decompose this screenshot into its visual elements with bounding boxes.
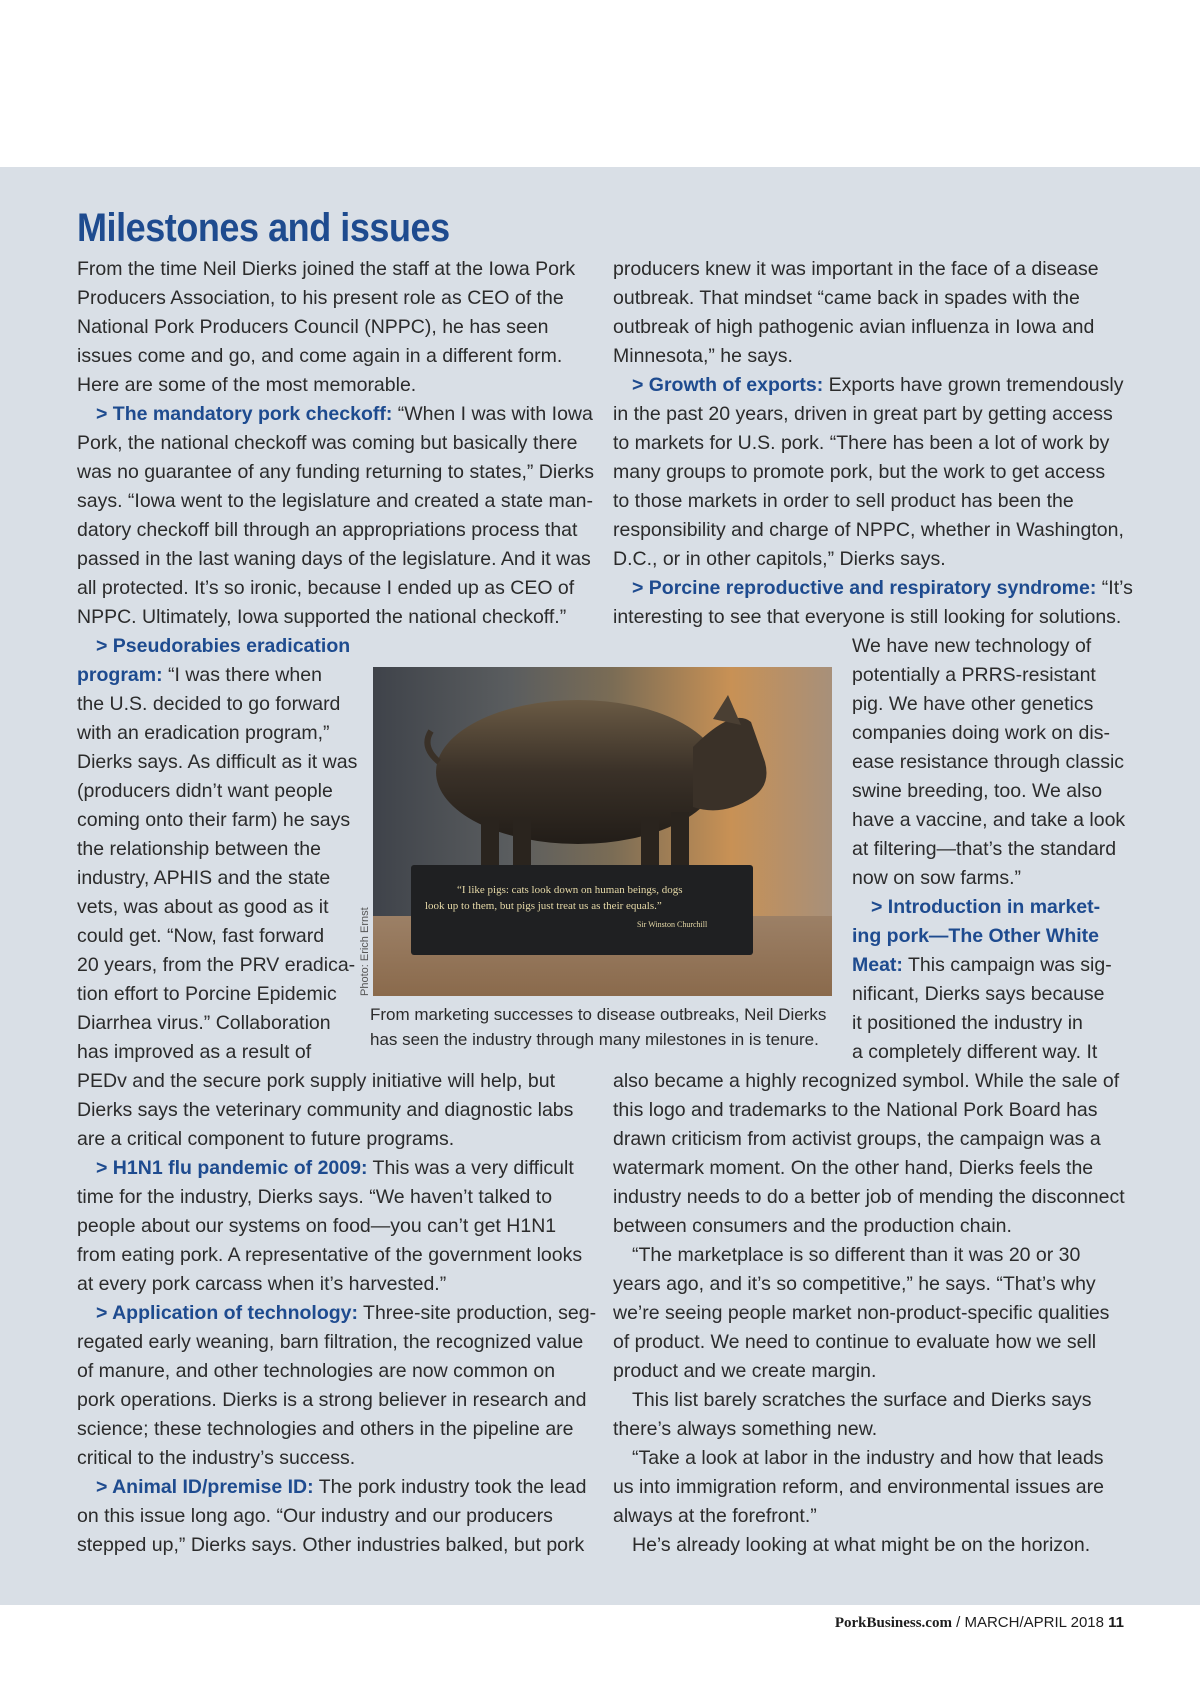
pig-statue-illustration <box>373 667 832 996</box>
text-run: Exports have grown tremendously <box>823 374 1124 396</box>
text-line: has improved as a result of <box>77 1041 312 1063</box>
text-line: outbreak of high pathogenic avian influenza in Iowa and <box>613 316 1095 338</box>
text-line: (producers didn’t want people <box>77 780 333 802</box>
subhead-technology: > Application of technology: <box>96 1302 358 1324</box>
subhead-pseudorabies-cont: program: <box>77 664 163 686</box>
text-line: between consumers and the production chain. <box>613 1215 1012 1237</box>
subhead-prrs: > Porcine reproductive and respiratory syndrome: <box>632 577 1097 599</box>
plaque-quote-line-2: look up to them, but pigs just treat us as their equals.” <box>425 900 662 912</box>
paragraph-start <box>77 1154 596 1183</box>
text-line: in the past 20 years, driven in great part by getting access <box>613 403 1113 425</box>
text-line: Diarrhea virus.” Collaboration <box>77 1012 331 1034</box>
text-run: The pork industry took the lead <box>313 1476 587 1498</box>
pig-head <box>693 718 767 810</box>
text-line: pig. We have other genetics <box>852 693 1094 715</box>
text-line: tion effort to Porcine Epidemic <box>77 983 337 1005</box>
text-run: This campaign was sig- <box>902 954 1112 976</box>
text-line: critical to the industry’s success. <box>77 1447 356 1469</box>
text-line: many groups to promote pork, but the work to get access <box>613 461 1106 483</box>
text-line: industry, APHIS and the state <box>77 867 331 889</box>
text-line: was no guarantee of any funding returning to states,” Dierks <box>77 461 595 483</box>
subhead-animal-id: > Animal ID/premise ID: <box>96 1476 314 1498</box>
text-line: 20 years, from the PRV eradica- <box>77 954 356 976</box>
footer-separator: / <box>951 1614 965 1631</box>
plaque-author: Sir Winston Churchill <box>637 920 708 929</box>
text-line: all protected. It’s so ironic, because I ended up as CEO of <box>77 577 575 599</box>
page-number: 11 <box>1108 1614 1124 1631</box>
text-line: producers knew it was important in the face of a disease <box>613 258 1099 280</box>
pig-leg <box>513 817 531 869</box>
text-line: the U.S. decided to go forward <box>77 693 341 715</box>
subhead-exports: > Growth of exports: <box>632 374 824 396</box>
text-line: it positioned the industry in <box>852 1012 1083 1034</box>
text-line: passed in the last waning days of the legislature. And it was <box>77 548 591 570</box>
text-line: are a critical component to future programs. <box>77 1128 455 1150</box>
text-line: time for the industry, Dierks says. “We haven’t talked to <box>77 1186 553 1208</box>
text-line: us into immigration reform, and environmental issues are <box>613 1476 1104 1498</box>
plaque-quote-line-1: “I like pigs: cats look down on human beings, dogs <box>457 884 683 896</box>
subhead-white-meat: > Introduction in market- <box>871 896 1101 918</box>
text-run: This was a very difficult <box>367 1157 574 1179</box>
caption-line: has seen the industry through many milestones in is tenure. <box>370 1030 819 1049</box>
text-line: NPPC. Ultimately, Iowa supported the national checkoff.” <box>77 606 567 628</box>
text-line: outbreak. That mindset “came back in spades with the <box>613 287 1080 309</box>
photo-credit-text: Photo: Erich Ernst <box>359 907 371 996</box>
pig-tail <box>427 731 439 762</box>
text-line: vets, was about as good as it <box>77 896 329 918</box>
text-run: “I was there when <box>162 664 322 686</box>
text-line: Dierks says the veterinary community and diagnostic labs <box>77 1099 574 1121</box>
text-line: This list barely scratches the surface and Dierks says <box>632 1389 1092 1411</box>
text-line: we’re seeing people market non-product-specific qualities <box>613 1302 1110 1324</box>
text-line: He’s already looking at what might be on the horizon. <box>632 1534 1091 1556</box>
page-footer <box>835 1614 1124 1632</box>
text-line: Minnesota,” he says. <box>613 345 793 367</box>
text-line: people about our systems on food—you can’t get H1N1 <box>77 1215 557 1237</box>
text-line: years ago, and it’s so competitive,” he says. “That’s why <box>613 1273 1096 1295</box>
text-line: responsibility and charge of NPPC, whether in Washington, <box>613 519 1124 541</box>
pig-leg <box>671 812 689 867</box>
text-line: to markets for U.S. pork. “There has been a lot of work by <box>613 432 1110 454</box>
footer-site: PorkBusiness.com <box>834 1615 952 1631</box>
paragraph-start <box>77 1473 596 1502</box>
text-line: product and we create margin. <box>613 1360 877 1382</box>
text-run: Three-site production, seg- <box>357 1302 597 1324</box>
pig-statue-photo <box>373 667 832 996</box>
text-line: “The marketplace is so different than it was 20 or 30 <box>632 1244 1081 1266</box>
text-line: pork operations. Dierks is a strong believer in research and <box>77 1389 587 1411</box>
text-line: at every pork carcass when it’s harvested.” <box>77 1273 447 1295</box>
subhead-pseudorabies: > Pseudorabies eradication <box>96 635 351 657</box>
paragraph-start <box>77 400 596 429</box>
text-line: Here are some of the most memorable. <box>77 374 417 396</box>
text-line: swine breeding, too. We also <box>852 780 1103 802</box>
text-line: Producers Association, to his present role as CEO of the <box>77 287 564 309</box>
text-line: issues come and go, and come again in a different form. <box>77 345 563 367</box>
text-line: with an eradication program,” <box>77 722 330 744</box>
subhead-white-meat-cont: ing pork—The Other White <box>852 925 1099 947</box>
text-line: coming onto their farm) he says <box>77 809 351 831</box>
photo-credit <box>359 907 371 996</box>
right-column-upper <box>613 255 1133 632</box>
text-line: always at the forefront.” <box>613 1505 817 1527</box>
pig-leg <box>641 817 659 869</box>
paragraph-start <box>77 1299 596 1328</box>
text-line: this logo and trademarks to the National Pork Board has <box>613 1099 1098 1121</box>
text-line: datory checkoff bill through an appropriations process that <box>77 519 578 541</box>
text-line: Dierks says. As difficult as it was <box>77 751 358 773</box>
text-line: now on sow farms.” <box>852 867 1022 889</box>
text-run: “It’s <box>1096 577 1133 599</box>
text-line: the relationship between the <box>77 838 321 860</box>
text-line: from eating pork. A representative of the government looks <box>77 1244 583 1266</box>
paragraph-start <box>613 574 1133 603</box>
text-line: a completely different way. It <box>852 1041 1098 1063</box>
text-line: industry needs to do a better job of mending the disconnect <box>613 1186 1125 1208</box>
subhead-h1n1: > H1N1 flu pandemic of 2009: <box>96 1157 368 1179</box>
right-column-narrow <box>852 632 1125 1067</box>
text-line: stepped up,” Dierks says. Other industries balked, but pork <box>77 1534 585 1556</box>
text-line: also became a highly recognized symbol. While the sale of <box>613 1070 1120 1092</box>
text-line: says. “Iowa went to the legislature and created a state man- <box>77 490 593 512</box>
text-line: of product. We need to continue to evaluate how we sell <box>613 1331 1097 1353</box>
text-line: drawn criticism from activist groups, the campaign was a <box>613 1128 1101 1150</box>
text-line: We have new technology of <box>852 635 1092 657</box>
text-line: of manure, and other technologies are now common on <box>77 1360 556 1382</box>
right-column-lower <box>613 1067 1125 1560</box>
photo-caption <box>370 1002 826 1052</box>
text-line: D.C., or in other capitols,” Dierks says. <box>613 548 946 570</box>
text-line: “Take a look at labor in the industry and how that leads <box>632 1447 1104 1469</box>
text-line: nificant, Dierks says because <box>852 983 1105 1005</box>
text-line: regated early weaning, barn filtration, the recognized value <box>77 1331 584 1353</box>
text-line: there’s always something new. <box>613 1418 878 1440</box>
pig-leg <box>481 817 499 867</box>
text-line: companies doing work on dis- <box>852 722 1110 744</box>
article-title: Milestones and issues <box>77 206 450 250</box>
footer-issue: MARCH/APRIL 2018 <box>964 1614 1104 1631</box>
text-line: at filtering—that’s the standard <box>852 838 1117 860</box>
paragraph-start <box>613 371 1133 400</box>
caption-line: From marketing successes to disease outbreaks, Neil Dierks <box>370 1005 827 1024</box>
subhead-checkoff: > The mandatory pork checkoff: <box>96 403 393 425</box>
paragraph-start <box>852 951 1125 980</box>
text-line: have a vaccine, and take a look <box>852 809 1126 831</box>
text-line: From the time Neil Dierks joined the staff at the Iowa Pork <box>77 258 576 280</box>
text-line: on this issue long ago. “Our industry and our producers <box>77 1505 553 1527</box>
text-line: potentially a PRRS-resistant <box>852 664 1096 686</box>
text-line: could get. “Now, fast forward <box>77 925 325 947</box>
text-line: Pork, the national checkoff was coming but basically there <box>77 432 578 454</box>
text-line: interesting to see that everyone is still looking for solutions. <box>613 606 1122 628</box>
text-line: science; these technologies and others in the pipeline are <box>77 1418 574 1440</box>
text-line: PEDv and the secure pork supply initiative will help, but <box>77 1070 555 1092</box>
subhead-white-meat-end: Meat: <box>852 954 903 976</box>
text-line: watermark moment. On the other hand, Dierks feels the <box>613 1157 1094 1179</box>
text-line: to those markets in order to sell product has been the <box>613 490 1074 512</box>
text-line: National Pork Producers Council (NPPC), he has seen <box>77 316 549 338</box>
text-line: ease resistance through classic <box>852 751 1125 773</box>
text-run: “When I was with Iowa <box>392 403 593 425</box>
pig-ear <box>713 695 741 725</box>
